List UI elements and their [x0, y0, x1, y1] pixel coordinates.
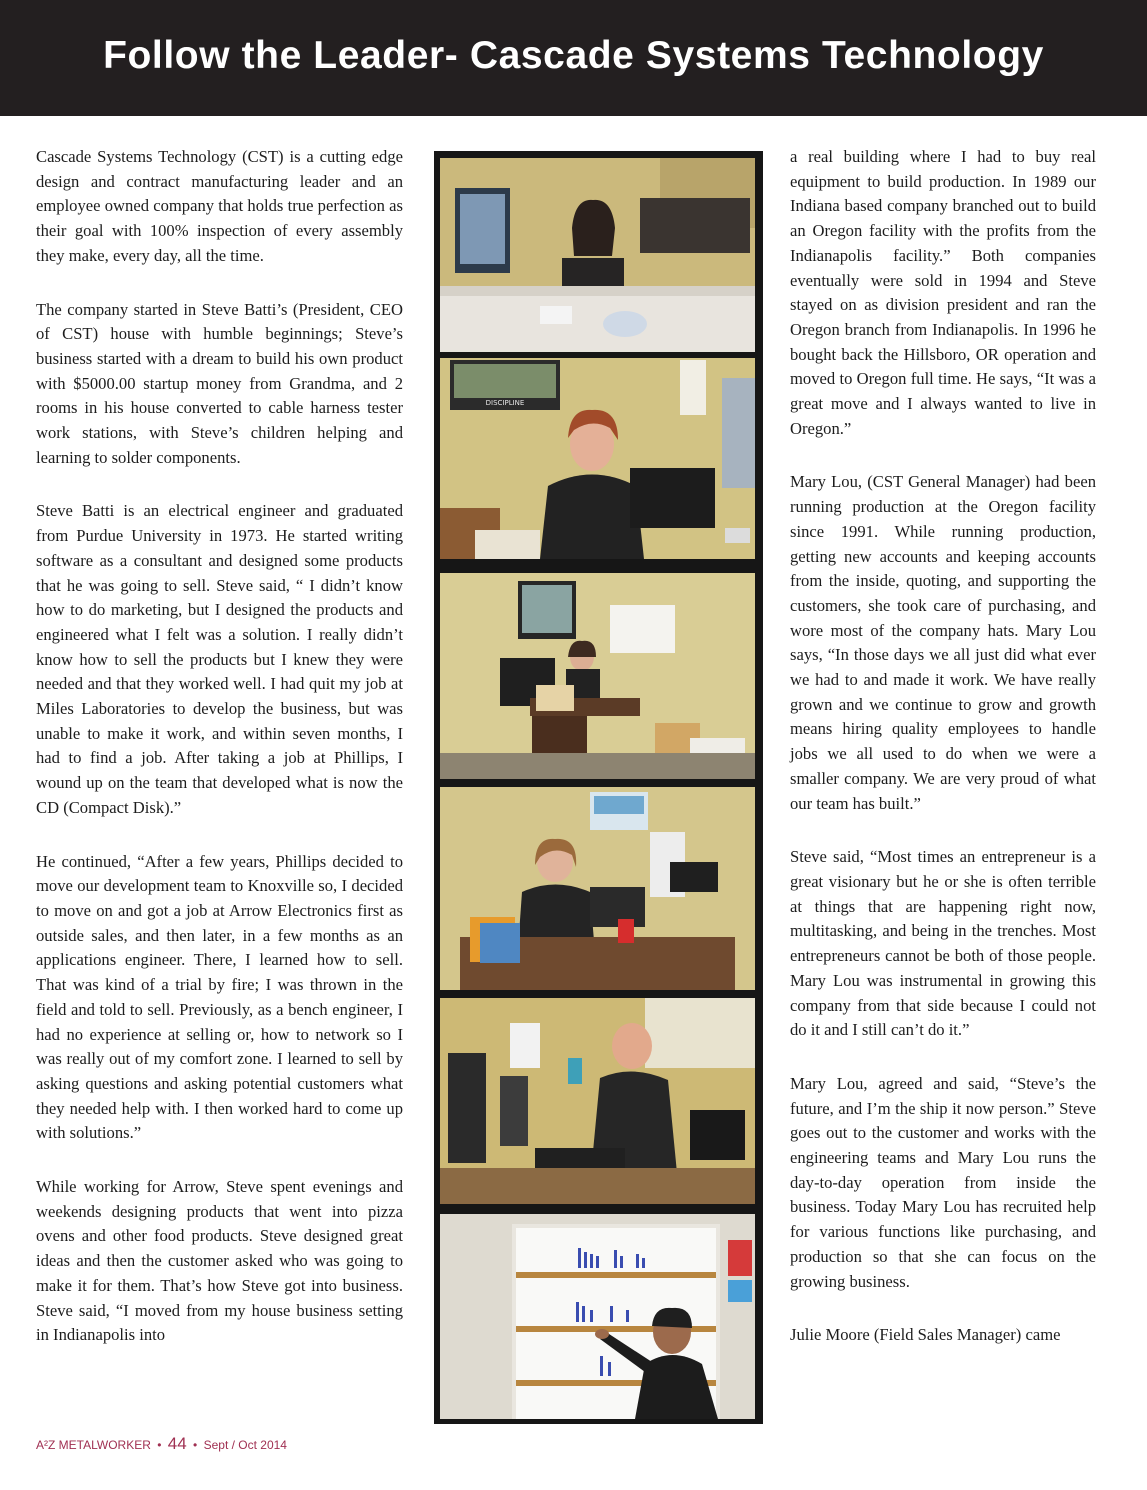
article-column-left [36, 145, 403, 1377]
article-paragraph: Steve said, “Most times an entrepreneur is a great visionary but he or she is often terrible at things that are happening right now, multitasking, and being in the trenches. Most entrepreneurs cannot be both of those people. Mary Lou was instrumental in growing this company from that side because I could not do it and I still can’t do it.” [790, 847, 1096, 1040]
article-paragraph: Mary Lou, agreed and said, “Steve’s the future, and I’m the ship it now person.” Steve goes out to the customer and works with the engineering teams and Mary Lou runs the day-to-day operation from inside the business. Today Mary Lou has recruited help for various functions like purchasing, and production so that she can focus on the growing business. [790, 1073, 1096, 1291]
page-footer [36, 1434, 287, 1456]
photo-man-at-computer [440, 998, 755, 1204]
photo-strip [434, 151, 763, 1424]
photo-man-pointing-at-chart [440, 1214, 755, 1419]
photo-office-corner-desk [440, 573, 755, 779]
article-paragraph: The company started in Steve Batti’s (President, CEO of CST) house with humble beginnings; Steve’s business started with a dream to build his own product with $5000.00 startup money from Grandma, and 2 rooms in his house converted to cable harness tester work stations, with Steve’s children helping and learning to solder components. [36, 299, 403, 467]
footer-separator: • [157, 1438, 162, 1452]
article-paragraph: Steve Batti is an electrical engineer and graduated from Purdue University in 1973. He started writing software as a consultant and designed some products that he was going to sell. Steve said, “ I didn’t know how to do marketing, but I designed the products and engineered what I felt was a solution. I really didn’t know how to sell the products but I knew they were needed and that they worked well. I had quit my job at Miles Laboratories to develop the business, but was unable to make it work, and within seven months, I had to find a job. After taking a job at Phillips, I wound up on the team that developed what is now the CD (Compact Disk).” [36, 501, 403, 817]
article-column-right [790, 145, 1096, 1377]
page-number: 44 [167, 1434, 187, 1453]
title-banner [0, 0, 1147, 116]
page-title: Follow the Leader- Cascade Systems Technology [103, 34, 1044, 77]
article-paragraph: Julie Moore (Field Sales Manager) came [790, 1325, 1061, 1345]
poster-caption: DISCIPLINE [485, 399, 525, 407]
publication-name: A²Z METALWORKER [36, 1438, 151, 1452]
footer-separator: • [193, 1438, 198, 1452]
photo-office-desk-woman [440, 787, 755, 990]
article-paragraph: He continued, “After a few years, Phillips decided to move our development team to Knoxville so, I decided to move on and got a job at Arrow Electronics first as outside sales, and then later, in a few months as an applications engineer. There, I learned how to sell. That was kind of a trial by fire; I was thrown in the field and told to sell. Previously, as a bench engineer, I had no experience at selling or, how to network so I was really out of my comfort zone. I learned to sell by asking questions and asking potential customers what they needed help with. I then worked hard to come up with solutions.” [36, 851, 403, 1143]
issue-date: Sept / Oct 2014 [203, 1438, 287, 1452]
photo-office-woman-smiling [440, 358, 755, 559]
article-paragraph: a real building where I had to buy real equipment to build production. In 1989 our Indiana based company branched out to build an Oregon facility with the profits from the Indianapolis facility.” Both companies eventually were sold in 1994 and Steve stayed on as division president and ran the Oregon branch from Indianapolis. In 1996 he bought back the Hillsboro, OR operation and moved to Oregon full time. He says, “It was a great move and I always wanted to live in Oregon.” [790, 147, 1096, 438]
photo-receptionist-desk [440, 158, 755, 352]
article-paragraph: Mary Lou, (CST General Manager) had been running production at the Oregon facility since 1991. While running production, getting new accounts and keeping accounts from the inside, quoting, and supporting the customers, she took care of purchasing, and wore most of the company hats. Mary Lou says, “In those days we all just did what ever we had to and made it work. We have really grown and we continue to grow and growth means hiring quality employees to handle jobs we all used to do when we were a smaller company. We are very proud of what our team has built.” [790, 472, 1096, 813]
article-paragraph: Cascade Systems Technology (CST) is a cutting edge design and contract manufacturing leader and an employee owned company that holds true perfection as their goal with 100% inspection of every assembly they make, every day, all the time. [36, 147, 403, 265]
article-paragraph: While working for Arrow, Steve spent evenings and weekends designing products that went into pizza ovens and other food products. Steve designed great ideas and then the customer asked who was going to make it for them. That’s how Steve got into business. Steve said, “I moved from my house business setting in Indianapolis into [36, 1177, 403, 1345]
